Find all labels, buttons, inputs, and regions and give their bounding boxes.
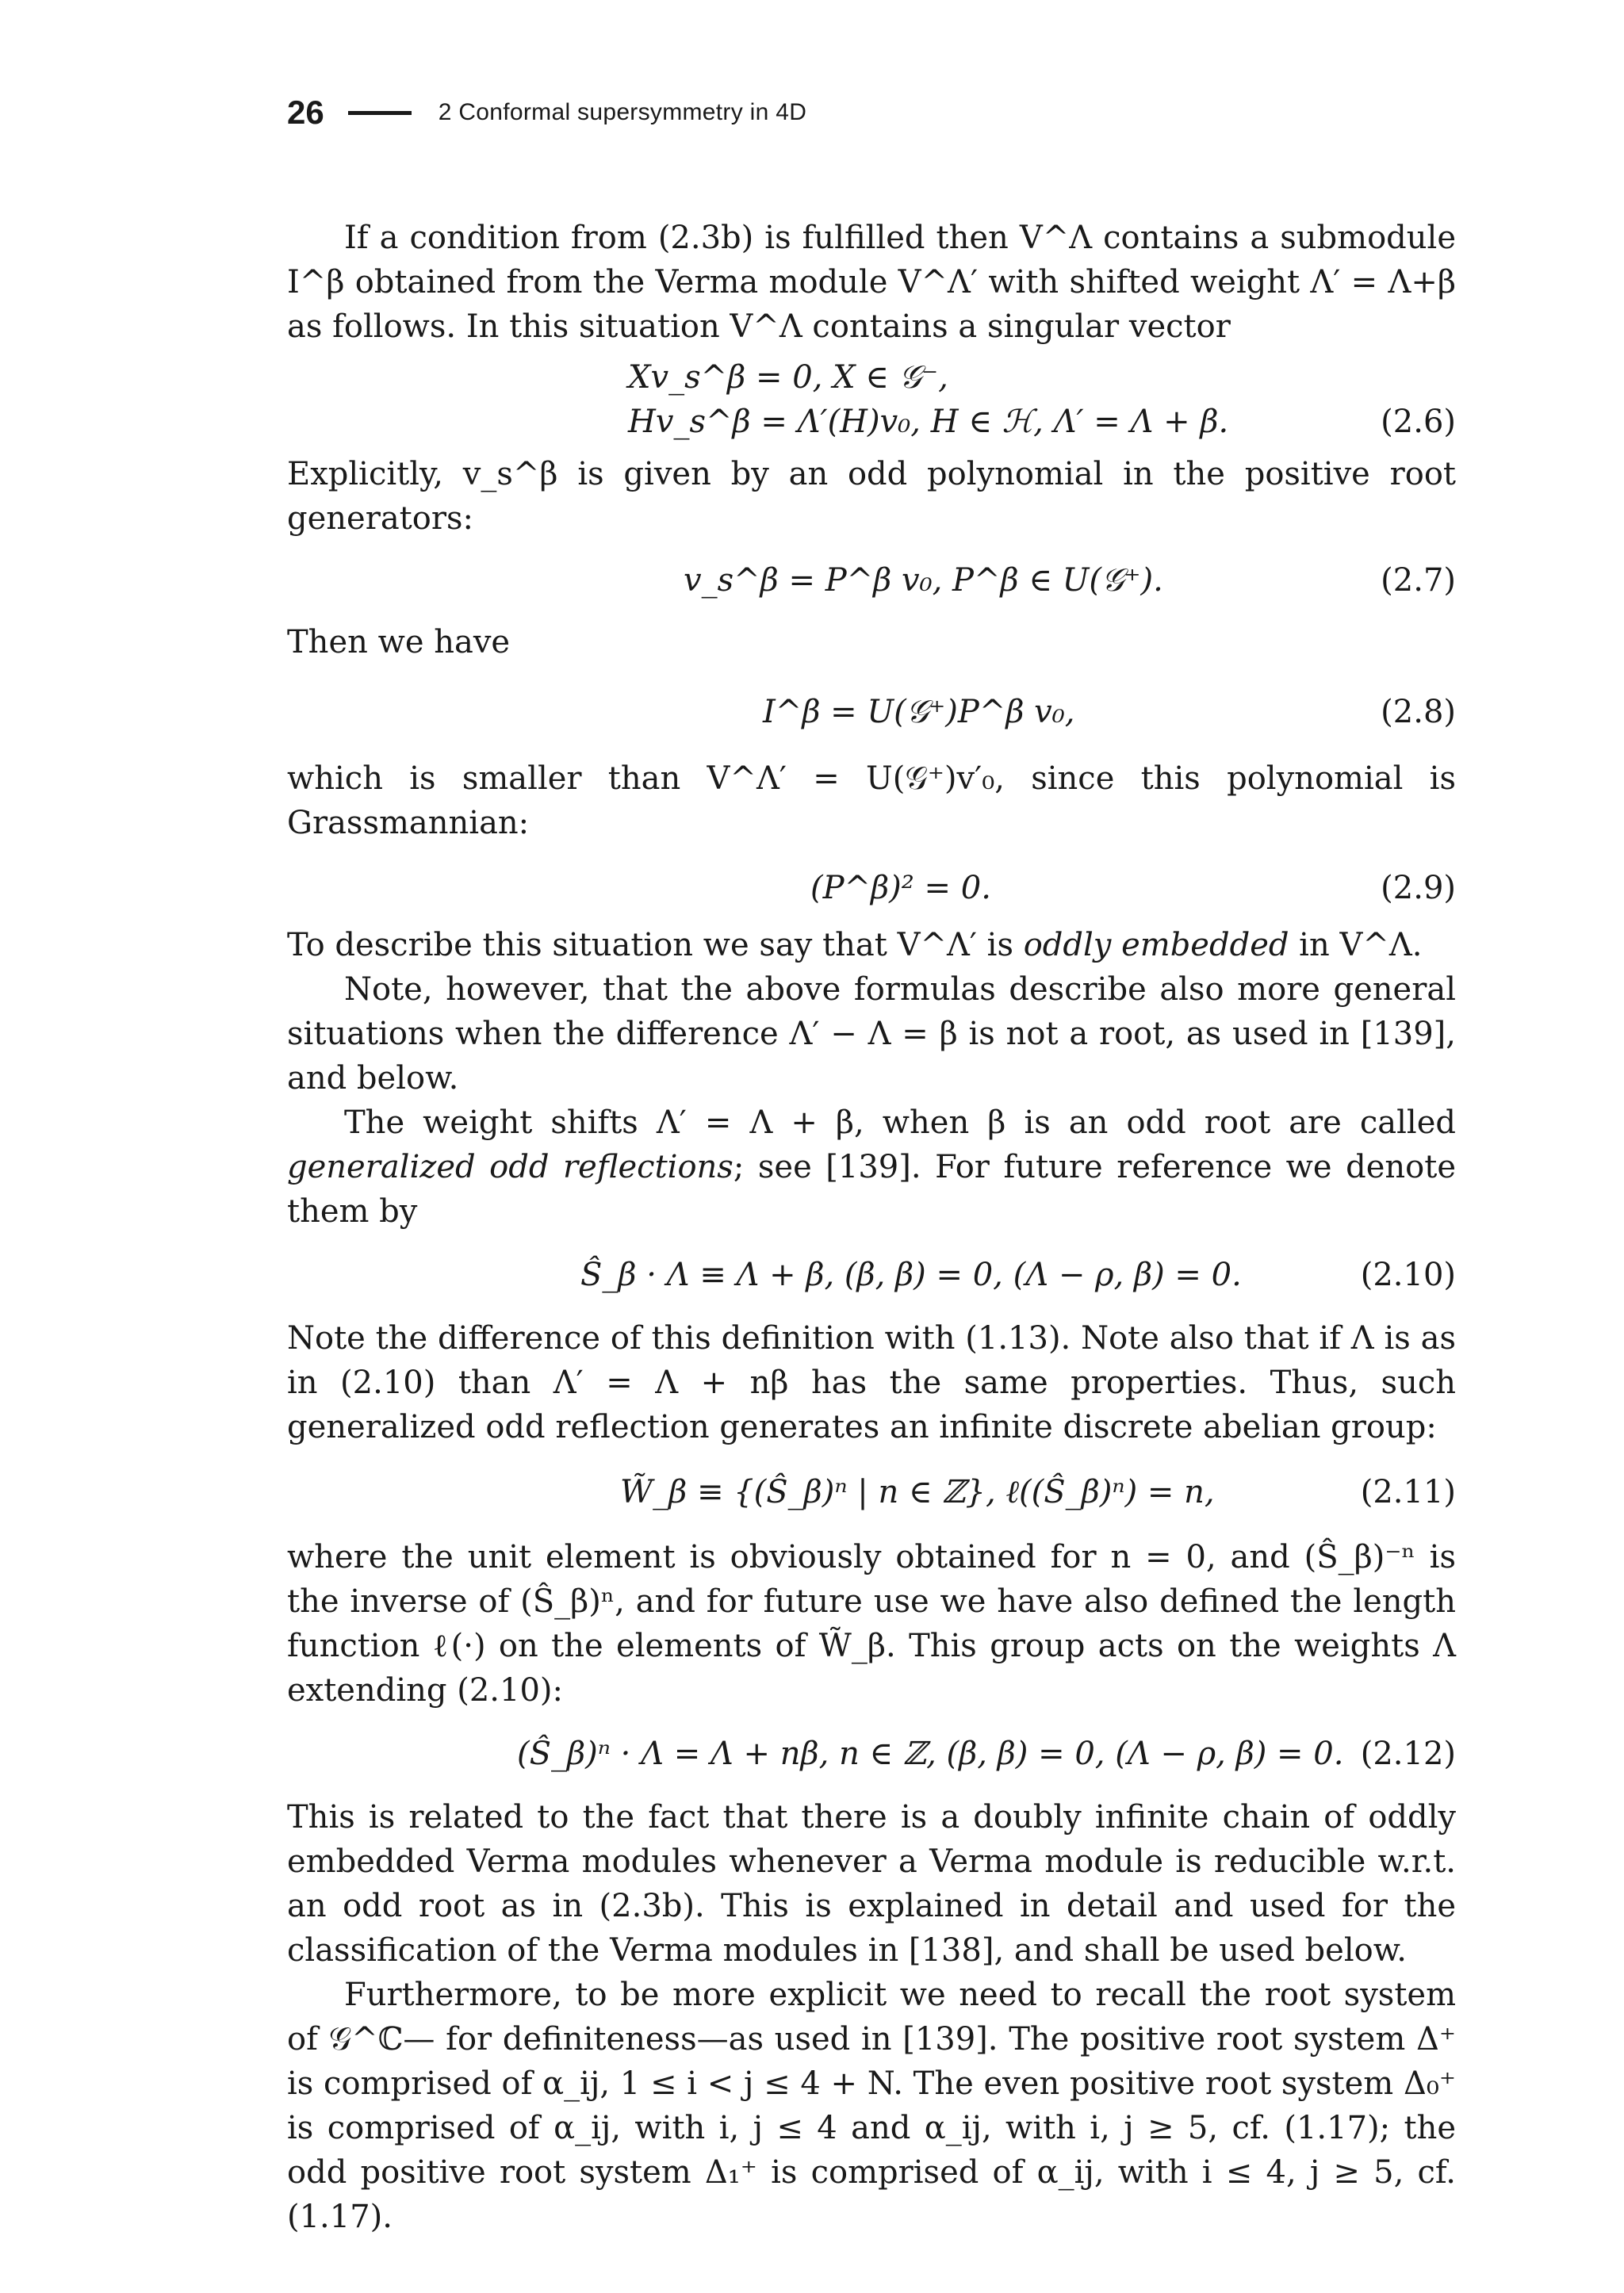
- equation-number: (2.10): [1360, 1257, 1456, 1293]
- paragraph: If a condition from (2.3b) is fulfilled then V^Λ contains a submodule I^β obtained from the Verma module V^Λ′ with shifted weight Λ′ = Λ+β as follows. In this situation V^Λ contains a singular vector: [287, 220, 1456, 345]
- equation-text: W̃_β ≡ {(Ŝ_β)ⁿ | n ∈ ℤ}, ℓ((Ŝ_β)ⁿ) = n,: [620, 1474, 1215, 1510]
- equation-number: (2.12): [1360, 1736, 1456, 1772]
- paragraph: Furthermore, to be more explicit we need to recall the root system of 𝒢^ℂ— for definiteness—as used in [139]. The positive root system Δ⁺ is comprised of α_ij, 1 ≤ i < j ≤ 4 + N. The even positive root system Δ₀⁺ is comprised of α_ij, with i, j ≤ 4 and α_ij, with i, j ≥ 5, cf. (1.17); the odd positive root system Δ₁⁺ is comprised of α_ij, with i ≤ 4, j ≥ 5, cf. (1.17).: [287, 1977, 1456, 2235]
- equation-number: (2.8): [1381, 694, 1456, 730]
- equation-number: (2.7): [1381, 562, 1456, 599]
- equation-text: (P^β)² = 0.: [810, 870, 991, 906]
- paragraph: The weight shifts Λ′ = Λ + β, when β is an odd root are called generalized odd reflections; see [139]. For future reference we denote them by: [287, 1104, 1457, 1230]
- equation-2-8: [287, 690, 1456, 734]
- header-rule: [348, 111, 412, 115]
- equation-2-6-line-1: [287, 355, 1456, 400]
- equation-2-7: [287, 558, 1456, 603]
- equation-number: (2.11): [1360, 1474, 1456, 1510]
- paragraph: Note, however, that the above formulas describe also more general situations when the difference Λ′ − Λ = β is not a root, as used in [139], and below.: [287, 971, 1456, 1097]
- chapter-title: 2 Conformal supersymmetry in 4D: [438, 99, 807, 125]
- equation-2-9: [287, 866, 1456, 910]
- equation-number: (2.6): [1381, 404, 1456, 440]
- equation-2-12: [287, 1732, 1456, 1776]
- page-number: 26: [287, 94, 324, 131]
- paragraph: Then we have: [287, 624, 511, 660]
- equation-text: v_s^β = P^β v₀, P^β ∈ U(𝒢⁺).: [684, 562, 1163, 599]
- paragraph: Note the difference of this definition with (1.13). Note also that if Λ is as in (2.10) than Λ′ = Λ + nβ has the same properties. Thus, such generalized odd reflection generates an infinite discrete abelian group:: [287, 1320, 1456, 1445]
- page-body: [287, 216, 1456, 2239]
- equation-number: (2.9): [1381, 870, 1456, 906]
- equation-2-10: [287, 1253, 1456, 1297]
- equation-text: Ŝ_β · Λ ≡ Λ + β, (β, β) = 0, (Λ − ρ, β) = 0.: [580, 1257, 1242, 1293]
- equation-text: I^β = U(𝒢⁺)P^β v₀,: [763, 694, 1075, 730]
- equation-text: Hv_s^β = Λ′(H)v₀, H ∈ ℋ, Λ′ = Λ + β.: [628, 404, 1229, 440]
- paragraph: This is related to the fact that there is a doubly infinite chain of oddly embedded Verma modules whenever a Verma module is reducible w.r.t. an odd root as in (2.3b). This is explained in detail and used for the classification of the Verma modules in [138], and shall be used below.: [287, 1799, 1456, 1969]
- equation-2-11: [287, 1470, 1456, 1514]
- paragraph: where the unit element is obviously obtained for n = 0, and (Ŝ_β)⁻ⁿ is the inverse of (Ŝ_β)ⁿ, and for future use we have also defined the length function ℓ(·) on the elements of W̃_β. This group acts on the weights Λ extending (2.10):: [287, 1539, 1456, 1709]
- paragraph: To describe this situation we say that V^Λ′ is oddly embedded in V^Λ.: [287, 927, 1423, 963]
- equation-text: (Ŝ_β)ⁿ · Λ = Λ + nβ, n ∈ ℤ, (β, β) = 0, (Λ − ρ, β) = 0.: [517, 1736, 1344, 1772]
- paragraph: Explicitly, v_s^β is given by an odd polynomial in the positive root generators:: [287, 456, 1456, 537]
- equation-text: Xv_s^β = 0, X ∈ 𝒢⁻,: [628, 359, 948, 396]
- equation-2-6-line-2: [287, 400, 1456, 444]
- paragraph: which is smaller than V^Λ′ = U(𝒢⁺)v′₀, since this polynomial is Grassmannian:: [287, 760, 1456, 841]
- running-head: [287, 89, 806, 136]
